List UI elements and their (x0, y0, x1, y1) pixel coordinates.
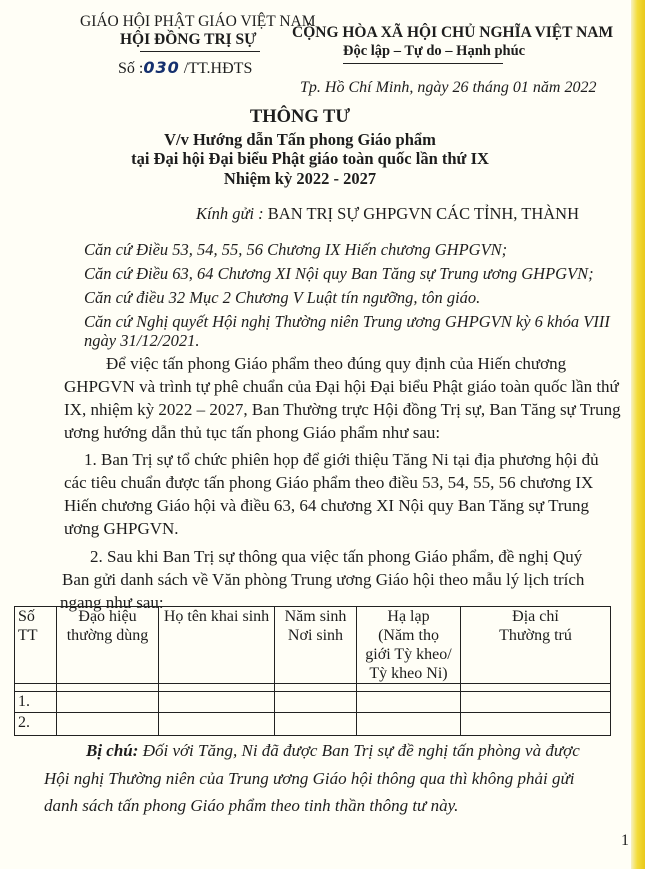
basis-5: ngày 31/12/2021. (84, 331, 200, 350)
note-line-1: Bị chú: Đối với Tăng, Ni đã được Ban Trị sự đề nghị tấn phòng và được (86, 741, 580, 760)
header-underline-right (343, 63, 503, 64)
number-label: Số : (118, 60, 144, 77)
table-row (15, 713, 611, 736)
place-date: Tp. Hồ Chí Minh, ngày 26 tháng 01 năm 2022 (300, 79, 597, 96)
nation-motto: Độc lập – Tự do – Hạnh phúc (343, 43, 526, 59)
item1-line-2: các tiêu chuẩn được tấn phong Giáo phẩm theo điều 53, 54, 55, 56 chương IX (64, 473, 594, 492)
header-underline-left (140, 51, 260, 52)
item2-line-2: Ban gửi danh sách về Văn phòng Trung ương Giáo hội theo mẫu lý lịch trích (62, 570, 585, 589)
table-header-row (15, 607, 611, 684)
yellow-background-edge (631, 0, 645, 869)
basis-1: Căn cứ Điều 53, 54, 55, 56 Chương IX Hiến chương GHPGVN; (84, 240, 508, 259)
document-type: THÔNG TƯ (249, 107, 351, 127)
header-birth: Năm sinh Nơi sinh (275, 607, 357, 684)
note-label: Bị chú: (86, 741, 139, 760)
number-value: 030 (143, 58, 180, 77)
candidate-list-table (14, 606, 611, 736)
item1-line-3: Hiến chương Giáo hội và điều 63, 64 chương XI Nội quy Ban Tăng sự Trung (64, 496, 590, 515)
page-number: 1 (621, 832, 629, 849)
subject-line-2: tại Đại hội Đại biểu Phật giáo toàn quốc lần thứ IX (131, 149, 489, 168)
note-line-2: Hội nghị Thường niên của Trung ương Giáo hội thông qua thì không phải gửi (44, 769, 575, 788)
header-dharma-name: Đạo hiệu thường dùng (57, 607, 159, 684)
intro-line-3: IX, nhiệm kỳ 2022 – 2027, Ban Thường trực Hội đồng Trị sự, Ban Tăng sự Trung (64, 400, 621, 419)
table-spacer-row (15, 684, 611, 692)
nation-name: CỘNG HÒA XÃ HỘI CHỦ NGHĨA VIỆT NAM (292, 24, 614, 41)
intro-line-4: ương hướng dẫn thủ tục tấn phong Giáo phẩm như sau: (64, 423, 441, 442)
header-ordination: Hạ lạp (Năm thọ giới Tỳ kheo/ Tỳ kheo Ni) (357, 607, 461, 684)
table-row (15, 692, 611, 713)
note-line-3: danh sách tấn phong Giáo phẩm theo tinh thần thông tư này. (44, 796, 459, 815)
intro-line-2: GHPGVN và trình tự phê chuẩn của Đại hội Đại biểu Phật giáo toàn quốc lần thứ (64, 377, 619, 396)
org-council: HỘI ĐỒNG TRỊ SỰ (120, 31, 257, 48)
basis-4: Căn cứ Nghị quyết Hội nghị Thường niên Trung ương GHPGVN kỳ 6 khóa VIII (84, 312, 610, 331)
header-number: Số TT (15, 607, 57, 684)
recipient-value: BAN TRỊ SỰ GHPGVN CÁC TỈNH, THÀNH (263, 204, 580, 223)
header-birth-name: Họ tên khai sinh (159, 607, 275, 684)
item1-line-4: ương GHPGVN. (64, 519, 179, 538)
recipient (196, 204, 579, 224)
subject-line-1: V/v Hướng dẫn Tấn phong Giáo phẩm (164, 130, 436, 149)
document-number (118, 58, 252, 78)
recipient-label: Kính gửi : (196, 204, 264, 223)
header-address: Địa chỉ Thường trú (461, 607, 611, 684)
row-number: 1. (15, 692, 57, 713)
item2-line-3: ngang như sau: (60, 593, 164, 612)
row-number: 2. (15, 713, 57, 736)
subject-line-3: Nhiệm kỳ 2022 - 2027 (223, 169, 377, 188)
item2-line-1: 2. Sau khi Ban Trị sự thông qua việc tấn phong Giáo phẩm, đề nghị Quý (90, 547, 583, 566)
number-suffix: /TT.HĐTS (183, 60, 253, 77)
basis-3: Căn cứ điều 32 Mục 2 Chương V Luật tín ngưỡng, tôn giáo. (84, 288, 481, 307)
org-name: GIÁO HỘI PHẬT GIÁO VIỆT NAM (80, 13, 316, 30)
intro-line-1: Để việc tấn phong Giáo phẩm theo đúng quy định của Hiến chương (106, 354, 567, 373)
item1-line-1: 1. Ban Trị sự tổ chức phiên họp để giới thiệu Tăng Ni tại địa phương hội đủ (84, 450, 599, 469)
basis-2: Căn cứ Điều 63, 64 Chương XI Nội quy Ban Tăng sự Trung ương GHPGVN; (84, 264, 594, 283)
